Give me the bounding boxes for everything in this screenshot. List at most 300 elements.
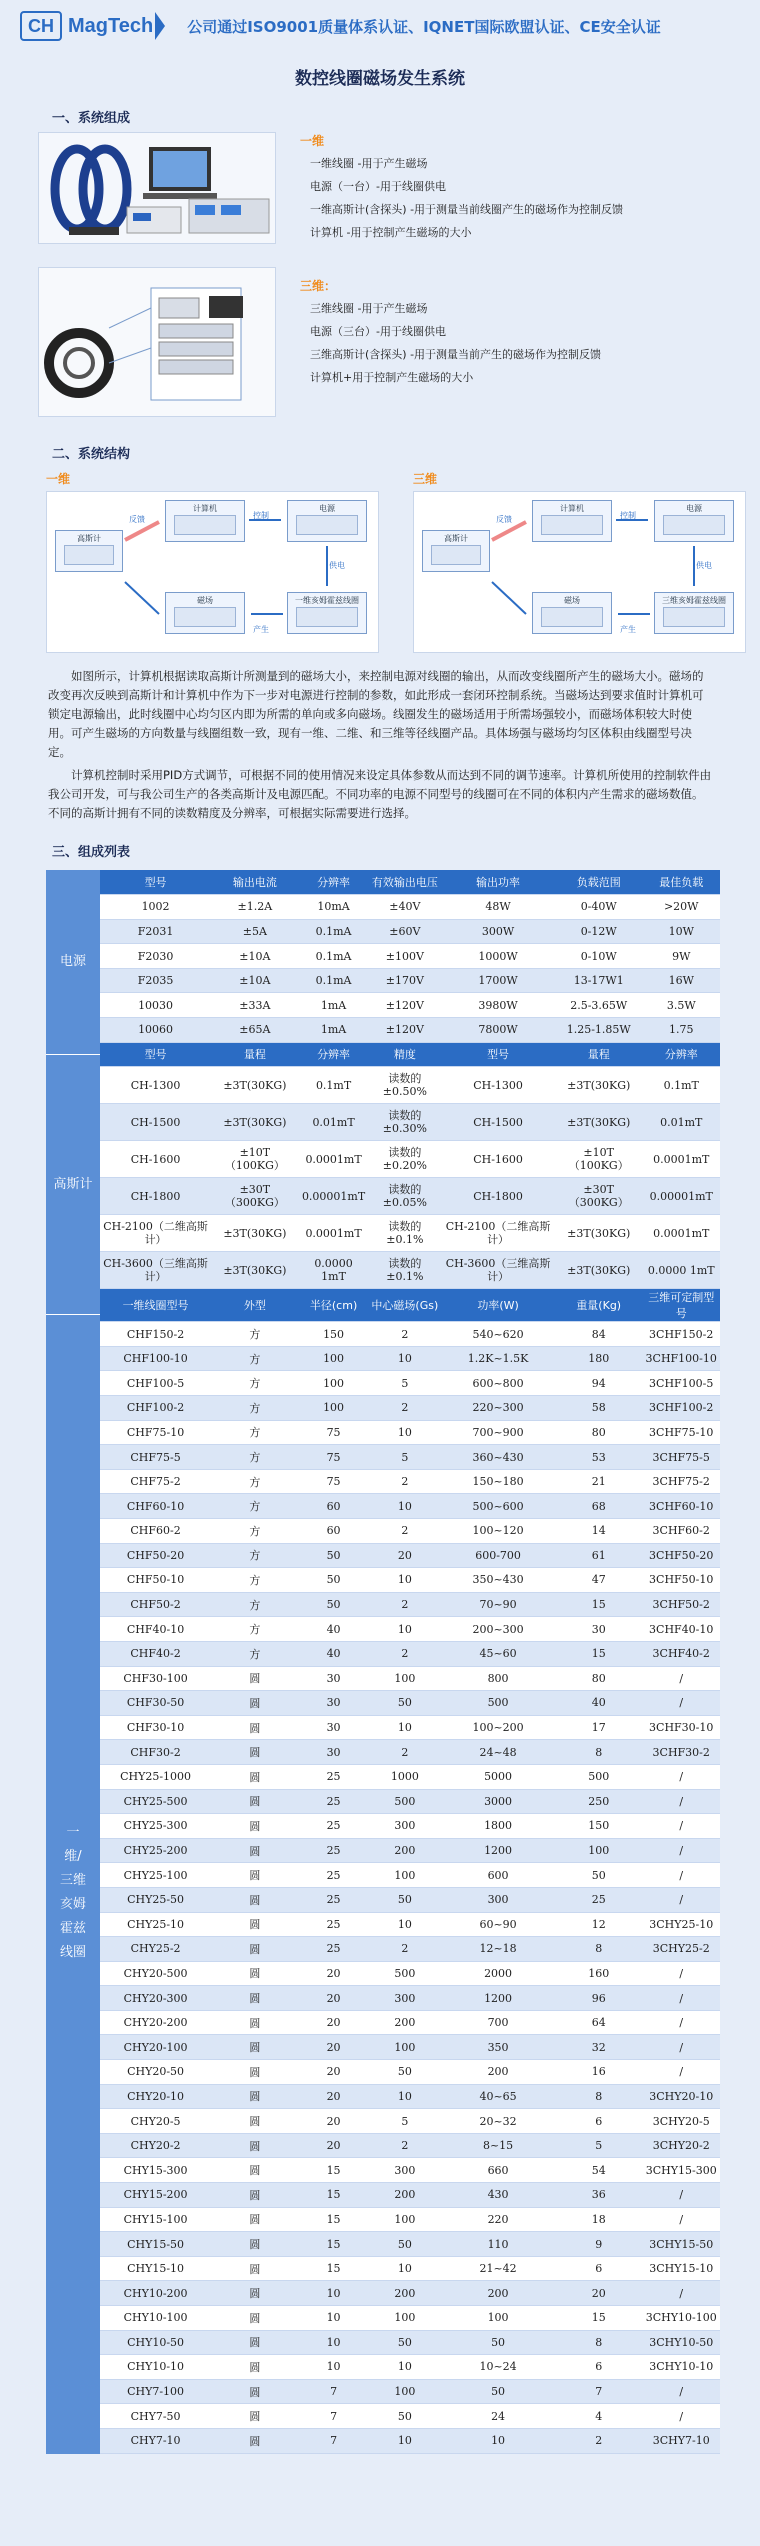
spec-line: 三维高斯计(含探头) -用于测量当前产生的磁场作为控制反馈 [310,348,602,361]
table-cell: 25 [299,1838,369,1863]
arrow-control: 控制 [620,511,636,520]
column-header: 输出电流 [211,870,299,895]
table-cell: / [642,2281,720,2306]
table-cell: ±10A [211,944,299,969]
table-cell: 15 [299,2158,369,2183]
column-header: 输出功率 [441,870,555,895]
table-cell: 50 [299,1592,369,1617]
coil-table-row [100,1887,720,1912]
coil-table-row [100,1346,720,1371]
table-cell: 100~120 [441,1519,555,1544]
coil-table-row [100,2306,720,2331]
table-cell: 3CHY25-2 [642,1937,720,1962]
table-cell: 25 [299,1887,369,1912]
table-cell: CHY15-300 [100,2158,211,2183]
table-cell: CHF30-2 [100,1740,211,1765]
table-cell: 3CHF30-2 [642,1740,720,1765]
table-cell: 7 [299,2404,369,2429]
table-cell: 58 [555,1396,643,1421]
description-paragraph-1: 如图所示，计算机根据读取高斯计所测量到的磁场大小，来控制电源对线圈的输出，从而改变线圈所产生的磁场大小。磁场的改变再次反映到高斯计和计算机中作为下一步对电源进行控制的参数，如此形成一套闭环控制系统。当磁场达到要求值时计算机可锁定电源输出，此时线圈中心均匀区内即为所需的单向或多向磁场。线圈发生的磁场适用于所需场强较小，而磁场体积较大时使用。可产生磁场的方向数量与线圈组数一致，现有一维、二维、和三维等径线圈产品。具体场强与磁场均匀区体积由线圈型号决定。 [48,669,704,759]
logo-arrow-icon [155,12,165,40]
column-header: 分辨率 [642,1042,720,1067]
table-cell: 20 [299,2133,369,2158]
table-cell: 方 [211,1420,299,1445]
table-cell: 0.1mA [299,919,369,944]
gauss-table-row [100,1141,720,1178]
table-cell: 3CHY20-5 [642,2109,720,2134]
table-cell: CHY25-300 [100,1814,211,1839]
table-cell: 16 [555,2060,643,2085]
table-cell: 660 [441,2158,555,2183]
three-d-structure-label: 三维 [413,472,438,486]
table-cell: 100 [555,1838,643,1863]
coil-table-row [100,1937,720,1962]
table-cell: CHY10-200 [100,2281,211,2306]
table-cell: 24~48 [441,1740,555,1765]
three-d-composition [38,267,760,417]
table-cell: 84 [555,1322,643,1347]
table-cell: CH-3600（三维高斯计） [100,1252,211,1289]
table-cell: 60 [299,1519,369,1544]
table-cell: CH-1300 [441,1067,555,1104]
table-cell: 0.1mA [299,944,369,969]
table-cell: CH-1600 [100,1141,211,1178]
table-cell: / [642,1814,720,1839]
table-cell: 8 [555,2330,643,2355]
spec-line: 计算机 -用于控制产生磁场的大小 [310,226,472,239]
table-cell: >20W [642,895,720,920]
table-cell: / [642,1986,720,2011]
table-cell: / [642,1764,720,1789]
table-cell: 圆 [211,1961,299,1986]
table-cell: 15 [299,2183,369,2208]
table-cell: CHF30-50 [100,1691,211,1716]
table-cell: 9 [555,2232,643,2257]
table-cell: 600 [441,1863,555,1888]
table-cell: 500 [369,1961,442,1986]
table-cell: 读数的±0.20% [369,1141,442,1178]
coil-table-row [100,1691,720,1716]
table-cell: 2 [369,1519,442,1544]
table-cell: 圆 [211,2010,299,2035]
coil-table-row [100,1568,720,1593]
section-list-title: 三、组成列表 [52,845,131,860]
company-logo[interactable] [20,10,165,42]
table-cell: CHY25-1000 [100,1764,211,1789]
table-cell: 2 [369,1937,442,1962]
table-cell: 20 [299,1961,369,1986]
table-cell: 7 [299,2428,369,2453]
coil-table-row [100,1666,720,1691]
table-cell: 200 [369,2183,442,2208]
table-cell: 100 [299,1371,369,1396]
column-header: 型号 [100,870,211,895]
column-header: 功率(W) [441,1289,555,1322]
table-cell: CH-1800 [441,1178,555,1215]
table-cell: ±3T(30KG) [211,1104,299,1141]
table-cell: CHF100-10 [100,1346,211,1371]
table-cell: 20 [299,2035,369,2060]
table-cell: 47 [555,1568,643,1593]
table-cell: 100 [369,2035,442,2060]
table-cell: CH-3600（三维高斯计） [441,1252,555,1289]
table-cell: CHY25-500 [100,1789,211,1814]
power-table-row [100,968,720,993]
table-cell: CHF75-10 [100,1420,211,1445]
gauss-table-row [100,1215,720,1252]
table-cell: 30 [299,1740,369,1765]
table-cell: 200 [369,1838,442,1863]
table-cell: 圆 [211,1666,299,1691]
column-header: 有效输出电压 [369,870,442,895]
table-cell: 3CHF75-10 [642,1420,720,1445]
table-cell: 12~18 [441,1937,555,1962]
table-cell: 3.5W [642,993,720,1018]
table-cell: 圆 [211,2404,299,2429]
table-cell: 0.0001mT [299,1215,369,1252]
table-cell: CHY20-100 [100,2035,211,2060]
table-cell: ±10T（100KG） [555,1141,643,1178]
table-cell: CHY25-10 [100,1912,211,1937]
coil-table-row [100,2256,720,2281]
table-cell: 3CHY10-10 [642,2355,720,2380]
table-cell: 800 [441,1666,555,1691]
power-table-row [100,944,720,969]
coil-table-header [100,1289,720,1322]
table-cell: 500 [369,1789,442,1814]
table-cell: 读数的±0.50% [369,1067,442,1104]
table-cell: 10 [299,2330,369,2355]
table-cell: 1mA [299,993,369,1018]
table-cell: 15 [555,2306,643,2331]
table-cell: 2 [369,1396,442,1421]
table-cell: 圆 [211,1863,299,1888]
arrow-power: 供电 [329,561,345,570]
table-cell: 3CHY15-50 [642,2232,720,2257]
table-cell: 15 [299,2207,369,2232]
table-cell: 50 [299,1543,369,1568]
table-cell: 圆 [211,2256,299,2281]
coil-table-row [100,1961,720,1986]
coil-table-row [100,2355,720,2380]
table-cell: 360~430 [441,1445,555,1470]
table-cell: ±170V [369,968,442,993]
coil-table-row [100,2207,720,2232]
column-header: 型号 [441,1042,555,1067]
table-cell: 3CHY7-10 [642,2428,720,2453]
table-cell: 3CHF60-10 [642,1494,720,1519]
table-cell: CHY10-50 [100,2330,211,2355]
gauss-table-body [100,1042,720,1289]
table-cell: 0.0001mT [642,1215,720,1252]
table-cell: 1700W [441,968,555,993]
column-header: 外型 [211,1289,299,1322]
table-cell: / [642,1666,720,1691]
table-cell: 30 [555,1617,643,1642]
table-cell: 50 [369,2404,442,2429]
table-cell: CHY15-200 [100,2183,211,2208]
table-cell: 圆 [211,2060,299,2085]
table-cell: 圆 [211,2232,299,2257]
gauss-table-row [100,1067,720,1104]
table-cell: 0.1mT [642,1067,720,1104]
table-cell: 3CHF30-10 [642,1715,720,1740]
table-cell: 3CHY15-300 [642,2158,720,2183]
one-d-system-photo [38,132,276,244]
coil-table-row [100,1814,720,1839]
table-cell: 160 [555,1961,643,1986]
psu-label: 电源 [319,504,335,513]
table-cell: 10 [369,1568,442,1593]
table-cell: 53 [555,1445,643,1470]
table-cell: 0-12W [555,919,643,944]
table-cell: 70~90 [441,1592,555,1617]
power-table-row [100,919,720,944]
table-cell: 250 [555,1789,643,1814]
table-cell: 30 [299,1691,369,1716]
table-cell: CHY7-50 [100,2404,211,2429]
table-cell: CHF50-2 [100,1592,211,1617]
table-cell: 0.01mT [642,1104,720,1141]
table-cell: 50 [555,1863,643,1888]
table-cell: 220 [441,2207,555,2232]
table-cell: 700 [441,2010,555,2035]
table-cell: 80 [555,1666,643,1691]
table-cell: 方 [211,1346,299,1371]
arrow-power: 供电 [696,561,712,570]
table-cell: 圆 [211,1691,299,1716]
coil-table-row [100,1371,720,1396]
one-d-photo-illustration [39,133,276,244]
table-cell: ±120V [369,1018,442,1043]
table-cell: 75 [299,1469,369,1494]
table-cell: 350~430 [441,1568,555,1593]
table-cell: 3CHF50-20 [642,1543,720,1568]
table-cell: 圆 [211,1740,299,1765]
table-cell: ±10T（100KG） [211,1141,299,1178]
spec-line: 电源（一台）-用于线圈供电 [310,180,446,193]
table-cell: 2 [369,1740,442,1765]
gauss-label: 高斯计 [77,534,101,543]
table-cell: 3CHY15-10 [642,2256,720,2281]
probe-label: 磁场 [197,596,213,605]
coil-table-row [100,2428,720,2453]
table-cell: 15 [299,2256,369,2281]
table-cell: ±3T(30KG) [211,1252,299,1289]
table-cell: CHF40-10 [100,1617,211,1642]
table-cell: 3CHF75-2 [642,1469,720,1494]
column-header: 量程 [211,1042,299,1067]
table-cell: CHY25-2 [100,1937,211,1962]
column-header: 型号 [100,1042,211,1067]
table-cell: / [642,2035,720,2060]
table-cell: 10 [299,2281,369,2306]
table-cell: 10 [369,1912,442,1937]
table-cell: CHF30-100 [100,1666,211,1691]
table-cell: CHY20-500 [100,1961,211,1986]
table-cell: 300 [441,1887,555,1912]
structure-diagrams [46,470,746,653]
table-cell: 30 [299,1666,369,1691]
three-d-system-photo [38,267,276,417]
table-cell: 200 [441,2060,555,2085]
table-cell: CHF30-10 [100,1715,211,1740]
table-cell: 32 [555,2035,643,2060]
table-cell: 48W [441,895,555,920]
table-cell: 圆 [211,1937,299,1962]
table-cell: 7800W [441,1018,555,1043]
table-cell: 60 [299,1494,369,1519]
table-cell: 0.1mT [299,1067,369,1104]
table-cell: 300W [441,919,555,944]
table-cell: 15 [555,1592,643,1617]
table-cell: 10 [369,2355,442,2380]
table-cell: 圆 [211,1764,299,1789]
table-cell: 300 [369,2158,442,2183]
table-cell: ±1.2A [211,895,299,920]
table-cell: 75 [299,1420,369,1445]
table-cell: 1.25-1.85W [555,1018,643,1043]
description-paragraph-2: 计算机控制时采用PID方式调节，可根据不同的使用情况来设定具体参数从而达到不同的调节速率。计算机所使用的控制软件由我公司开发，可与我公司生产的各类高斯计及电源匹配。不同功率的电源不同型号的线圈可在不同的体积内产生需求的磁场数值。不同的高斯计拥有不同的读数精度及分辨率，可根据实际需要进行选择。 [48,768,712,820]
table-cell: 21 [555,1469,643,1494]
table-cell: 61 [555,1543,643,1568]
coil-table-row [100,1469,720,1494]
table-cell: 75 [299,1445,369,1470]
table-cell: 20 [299,2109,369,2134]
coil-label: 一维亥姆霍兹线圈 [295,596,359,605]
coil-table-row [100,1838,720,1863]
coil-table-row [100,1617,720,1642]
arrow-feedback: 反馈 [129,515,145,524]
coil-table-row [100,2404,720,2429]
coil-table-row [100,2133,720,2158]
table-cell: ±3T(30KG) [555,1252,643,1289]
table-cell: CHF100-5 [100,1371,211,1396]
table-cell: 1.75 [642,1018,720,1043]
column-header: 分辨率 [299,1042,369,1067]
table-cell: 50 [299,1568,369,1593]
table-cell: 40 [299,1617,369,1642]
coil-table-row [100,2379,720,2404]
table-cell: / [642,1863,720,1888]
table-cell: 圆 [211,1912,299,1937]
table-cell: 1002 [100,895,211,920]
table-cell: 8 [555,2084,643,2109]
table-cell: 50 [441,2330,555,2355]
component-table-wrapper [46,870,720,2454]
table-cell: 40 [299,1641,369,1666]
arrow-control: 控制 [253,511,269,520]
pc-label: 计算机 [193,504,217,513]
table-cell: 50 [369,2060,442,2085]
table-cell: 10W [642,919,720,944]
table-cell: CHF50-10 [100,1568,211,1593]
table-cell: 0.0000 1mT [642,1252,720,1289]
table-cell: 2000 [441,1961,555,1986]
table-cell: CHY20-300 [100,1986,211,2011]
column-header: 精度 [369,1042,442,1067]
table-cell: 20 [555,2281,643,2306]
table-cell: ±3T(30KG) [555,1104,643,1141]
table-cell: 7 [555,2379,643,2404]
table-cell: ±120V [369,993,442,1018]
gauss-table-row [100,1178,720,1215]
table-cell: CH-1500 [100,1104,211,1141]
table-cell: 20 [299,2060,369,2085]
table-cell: 2 [555,2428,643,2453]
table-cell: 430 [441,2183,555,2208]
table-cell: 3CHF60-2 [642,1519,720,1544]
table-cell: 圆 [211,1715,299,1740]
table-cell: 45~60 [441,1641,555,1666]
table-cell: 3CHF100-2 [642,1396,720,1421]
table-cell: 圆 [211,2133,299,2158]
power-table-row [100,895,720,920]
table-cell: CHY20-10 [100,2084,211,2109]
table-cell: 9W [642,944,720,969]
coil-table-row [100,1420,720,1445]
table-cell: CHF60-10 [100,1494,211,1519]
table-cell: 圆 [211,1814,299,1839]
table-cell: 3CHF100-5 [642,1371,720,1396]
table-cell: 18 [555,2207,643,2232]
table-cell: 8~15 [441,2133,555,2158]
coil-table-row [100,1543,720,1568]
table-cell: 圆 [211,1838,299,1863]
table-cell: CHF50-20 [100,1543,211,1568]
table-cell: 25 [299,1814,369,1839]
one-d-heading: 一维 [300,134,325,148]
table-cell: 3CHF40-2 [642,1641,720,1666]
table-cell: 3CHF50-2 [642,1592,720,1617]
table-cell: 200 [369,2281,442,2306]
table-cell: ±3T(30KG) [211,1215,299,1252]
table-cell: 5000 [441,1764,555,1789]
table-cell: 8 [555,1937,643,1962]
table-cell: 1200 [441,1986,555,2011]
table-cell: 圆 [211,2035,299,2060]
table-cell: 0.0000 1mT [299,1252,369,1289]
table-cell: 500 [441,1691,555,1716]
arrow-generate: 产生 [253,625,269,634]
table-cell: 540~620 [441,1322,555,1347]
coil-table-row [100,2183,720,2208]
section-composition-title: 一、系统组成 [52,111,131,126]
table-cell: 3CHY20-2 [642,2133,720,2158]
spec-line: 一维高斯计(含探头) -用于测量当前线圈产生的磁场作为控制反馈 [310,203,624,216]
table-cell: 20 [369,1543,442,1568]
column-header: 重量(Kg) [555,1289,643,1322]
table-cell: 0.00001mT [642,1178,720,1215]
table-cell: 3CHY25-10 [642,1912,720,1937]
table-cell: ±100V [369,944,442,969]
table-cell: / [642,2207,720,2232]
table-cell: 700~900 [441,1420,555,1445]
table-cell: 方 [211,1469,299,1494]
table-cell: 20 [299,1986,369,2011]
table-cell: 36 [555,2183,643,2208]
table-cell: 150 [299,1322,369,1347]
table-cell: 3CHF40-10 [642,1617,720,1642]
table-cell: 0.1mA [299,968,369,993]
table-cell: 60~90 [441,1912,555,1937]
spec-line: 一维线圈 -用于产生磁场 [310,157,428,170]
table-cell: 10 [441,2428,555,2453]
table-cell: 2 [369,1592,442,1617]
table-cell: 21~42 [441,2256,555,2281]
table-cell: 64 [555,2010,643,2035]
table-cell: CH-2100（二维高斯计） [441,1215,555,1252]
